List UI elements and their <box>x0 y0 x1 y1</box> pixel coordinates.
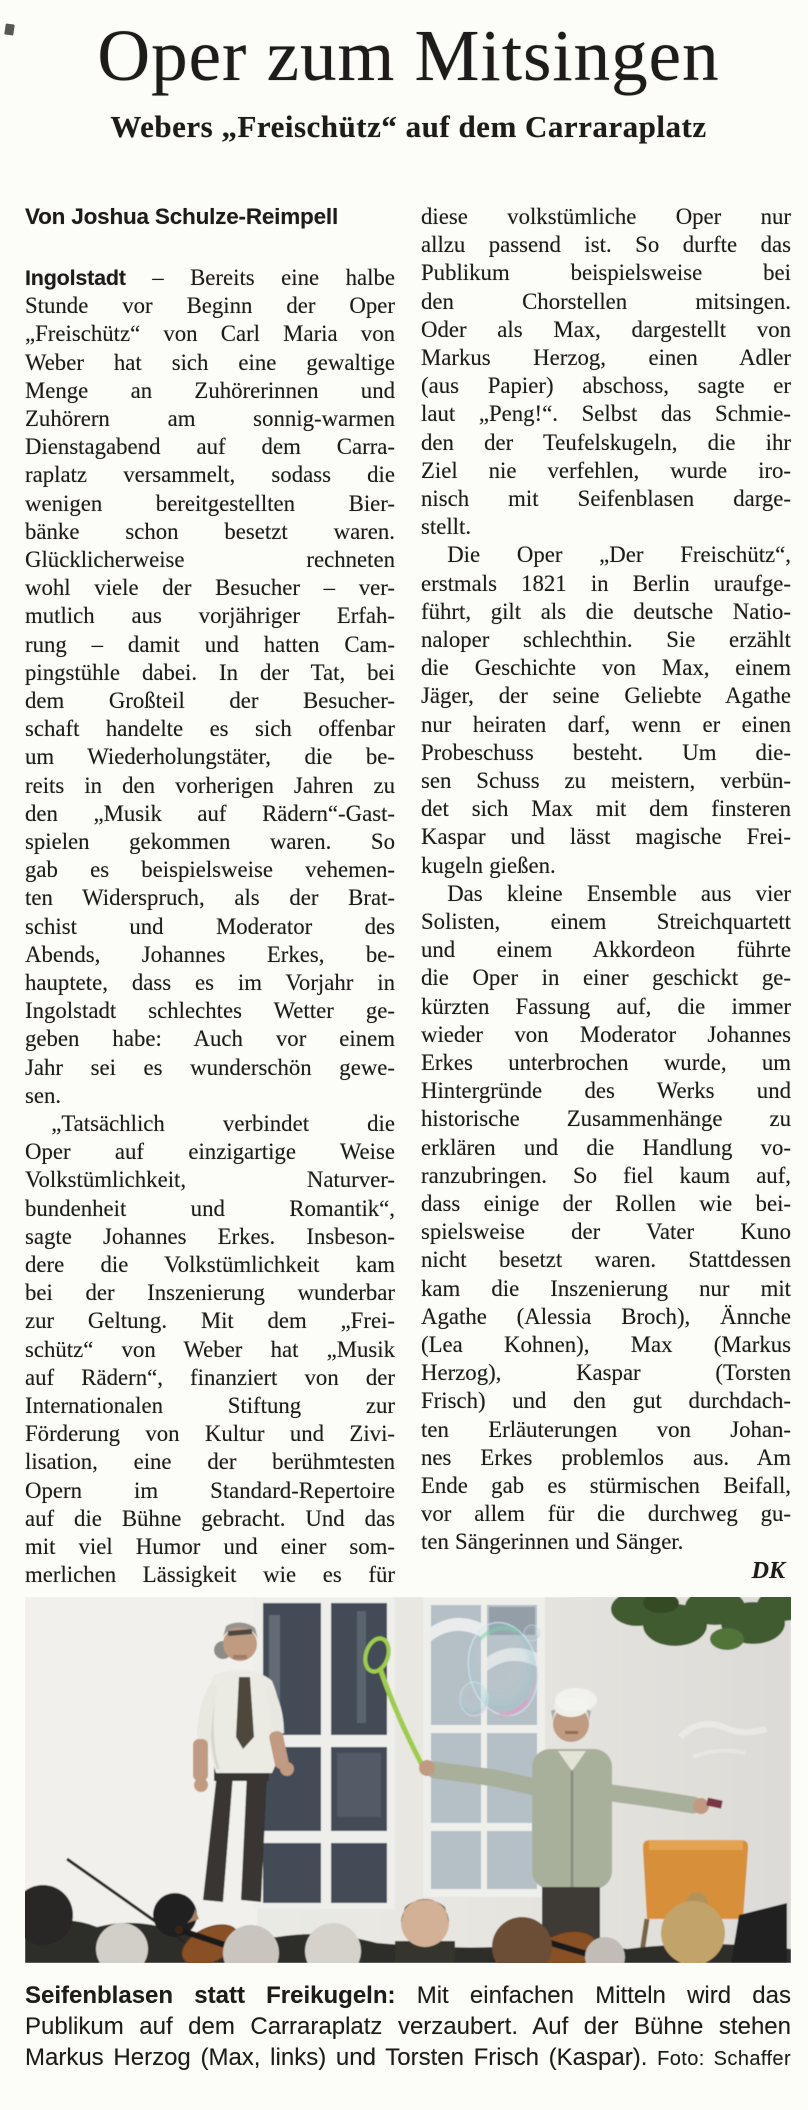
article-line: nicht besetzt waren. Stattdessen <box>421 1247 791 1273</box>
article-line: spielsweise der Vater Kuno <box>421 1219 791 1245</box>
article-line: wohl viele der Besucher – ver- <box>25 575 395 601</box>
article-line: ten Widerspruch, als der Brat- <box>25 885 395 911</box>
article-column-left <box>25 203 395 1590</box>
article-line: Publikum beispielsweise bei <box>421 260 791 286</box>
article-line: (Lea Kohnen), Max (Markus <box>421 1332 791 1358</box>
article-line: Zuhörern am sonnig-warmen <box>25 405 395 431</box>
article-page <box>0 15 808 2075</box>
article-line: allzu passend ist. So durfte das <box>421 232 791 258</box>
article-line: Volkstümlichkeit, Naturver- <box>25 1167 395 1193</box>
article-line: Oder als Max, dargestellt von <box>421 316 791 342</box>
article-line: kam die Inszenierung nur mit <box>421 1275 791 1301</box>
article-line: merlichen Lässigkeit wie es für <box>25 1562 395 1588</box>
article-line: um Wiederholungstäter, die be- <box>25 744 395 770</box>
photo-caption <box>25 1980 791 2075</box>
article-line: det sich Max mit dem finsteren <box>421 796 791 822</box>
article-line: raplatz versammelt, sodass die <box>25 462 395 488</box>
photo-credit: Foto: Schaffer <box>657 2048 792 2071</box>
article-line: den Chorstellen mitsingen. <box>421 288 791 314</box>
article-line: dass einige der Rollen wie bei- <box>421 1191 791 1217</box>
article-line: Das kleine Ensemble aus vier <box>447 880 791 906</box>
article-line: auf die Bühne gebracht. Und das <box>25 1505 395 1531</box>
article-line: Solisten, einem Streichquartett <box>421 908 791 934</box>
article-line: führt, gilt als die deutsche Natio- <box>421 598 791 624</box>
article-line: „Freischütz“ von Carl Maria von <box>25 321 395 347</box>
article-line: „Tatsächlich verbindet die <box>51 1111 395 1136</box>
article-line: Oper auf einzigartige Weise <box>25 1139 395 1165</box>
article-line: Jäger, der seine Geliebte Agathe <box>421 683 791 709</box>
article-line: Internationalen Stiftung zur <box>25 1393 395 1419</box>
article-line: Stunde vor Beginn der Oper <box>25 293 395 319</box>
article-line: nisch mit Seifenblasen darge- <box>421 485 791 511</box>
article-line: Abends, Johannes Erkes, be- <box>25 941 395 967</box>
article-line: diese volkstümliche Oper nur <box>421 203 791 229</box>
article-line: und einem Akkordeon führte <box>421 937 791 963</box>
stage-photo-graphic <box>25 1597 791 1963</box>
article-line: bundenheit und Romantik“, <box>25 1195 395 1221</box>
article-line: Ziel nie verfehlen, wurde iro- <box>421 457 791 483</box>
author-signature: DK <box>751 1557 785 1584</box>
article-line: reits in den vorherigen Jahren zu <box>25 772 395 798</box>
article-line: Glücklicherweise rechneten <box>25 546 395 572</box>
article-line: auf Rädern“, finanziert von der <box>25 1364 395 1390</box>
newspaper-page <box>0 15 808 2110</box>
article-line: laut „Peng!“. Selbst das Schmie- <box>421 401 791 427</box>
article-column-right <box>421 203 791 1590</box>
article-line: dere die Volkstümlichkeit kam <box>25 1252 395 1278</box>
article-line: nur heiraten darf, wenn er einen <box>421 711 791 737</box>
article-line: bänke schon besetzt waren. <box>25 518 395 544</box>
article-line: spielen gekommen waren. So <box>25 828 395 854</box>
article-line: wieder von Moderator Johannes <box>421 1021 791 1047</box>
article-line: mit viel Humor und einer som- <box>25 1534 395 1560</box>
byline: Von Joshua Schulze-Reimpell <box>25 203 338 229</box>
article-line: sagte Johannes Erkes. Insbeson- <box>25 1223 395 1249</box>
article-line: lisation, eine der berühmtesten <box>25 1449 395 1475</box>
article-line: erklären und die Handlung vo- <box>421 1134 791 1160</box>
article-line: nes Erkes problemlos aus. Am <box>421 1444 791 1470</box>
column-right-body <box>421 203 791 1557</box>
article-line: Kaspar und lässt magische Frei- <box>421 824 791 850</box>
article-line: Die Oper „Der Freischütz“, <box>447 542 791 568</box>
article-line: schaft handelte es sich offenbar <box>25 716 395 742</box>
article-line: schütz“ von Weber hat „Musik <box>25 1336 395 1362</box>
article-line: ten Erläuterungen von Johan- <box>421 1416 791 1442</box>
scan-artifact <box>4 23 14 35</box>
caption-line: Markus Herzog (Max, links) und Torsten Frisch (Kaspar). Foto: Schaffer <box>25 2044 792 2072</box>
article-title: Oper zum Mitsingen <box>97 15 720 96</box>
article-line: stellt. <box>421 514 472 540</box>
article-line: (aus Papier) abschoss, sagte er <box>421 373 791 399</box>
article-line: Frisch) und den gut durchdach- <box>421 1388 791 1414</box>
article-line: Ende gab es stürmischen Beifall, <box>421 1473 791 1499</box>
article-line: Probeschuss besteht. Um die- <box>421 739 791 765</box>
article-line: Erkes unterbrochen wurde, um <box>421 1050 791 1075</box>
article-line: den „Musik auf Rädern“-Gast- <box>25 800 395 826</box>
article-line: geben habe: Auch vor einem <box>25 1026 395 1052</box>
article-line: sen. <box>25 1082 62 1108</box>
article-line: Dienstagabend auf dem Carra- <box>25 434 395 460</box>
article-columns <box>25 203 792 1590</box>
article-line: die Geschichte von Max, einem <box>421 655 791 681</box>
article-line: den der Teufelskugeln, die ihr <box>421 429 791 455</box>
article-line: bei der Inszenierung wunderbar <box>25 1280 395 1306</box>
article-line: kürzten Fassung auf, die immer <box>421 993 791 1019</box>
article-line: schist und Moderator des <box>25 913 395 939</box>
article-line: ranzubringen. So fiel kaum auf, <box>421 1162 791 1188</box>
article-line: kugeln gießen. <box>421 852 556 878</box>
article-line: Jahr sei es wunderschön gewe- <box>25 1054 395 1080</box>
article-subtitle: Webers „Freischütz“ auf dem Carraraplatz <box>110 108 707 144</box>
article-line: pingstühle dabei. In der Tat, bei <box>25 659 395 685</box>
article-line: ten Sängerinnen und Sänger. <box>421 1529 684 1555</box>
caption-line: Publikum auf dem Carraraplatz verzaubert. Auf der Bühne stehen <box>25 2013 791 2041</box>
article-line: Herzog), Kaspar (Torsten <box>421 1360 791 1386</box>
article-line: Markus Herzog, einen Adler <box>421 344 791 370</box>
column-left-body <box>25 264 395 1590</box>
article-line: Agathe (Alessia Broch), Ännche <box>421 1303 791 1329</box>
article-line: historische Zusammenhänge zu <box>421 1106 791 1132</box>
article-line: Weber hat sich eine gewaltige <box>25 349 395 375</box>
article-line: vor allem für die durchweg gu- <box>421 1501 791 1527</box>
article-line: Förderung von Kultur und Zivi- <box>25 1421 395 1447</box>
article-line: hauptete, dass es im Vorjahr in <box>25 969 395 995</box>
caption-line: Seifenblasen statt Freikugeln: Mit einfachen Mitteln wird das <box>25 1982 791 2010</box>
article-photo <box>25 1597 791 1963</box>
article-line: gab es beispielsweise vehemen- <box>25 857 395 883</box>
article-line: Ingolstadt – Bereits eine halbe <box>25 264 395 290</box>
article-line: die Oper in einer geschickt ge- <box>421 965 791 991</box>
caption-lead-in: Seifenblasen statt Freikugeln: <box>25 1982 396 2010</box>
article-line: Hintergründe des Werks und <box>421 1078 791 1104</box>
article-line: Opern im Standard-Repertoire <box>25 1477 395 1503</box>
dateline-location: Ingolstadt <box>25 265 126 290</box>
article-line: mutlich aus vorjähriger Erfah- <box>25 603 395 629</box>
article-line: sen Schuss zu meistern, verbün- <box>421 767 791 793</box>
article-line: zur Geltung. Mit dem „Frei- <box>25 1308 395 1334</box>
article-line: dem Großteil der Besucher- <box>25 687 395 713</box>
article-line: Ingolstadt schlechtes Wetter ge- <box>25 998 395 1024</box>
article-line: naloper schlechthin. Sie erzählt <box>421 626 791 652</box>
article-line: Menge an Zuhörerinnen und <box>25 377 395 403</box>
article-line: wenigen bereitgestellten Bier- <box>25 490 395 516</box>
article-line: rung – damit und hatten Cam- <box>25 631 395 657</box>
article-line: erstmals 1821 in Berlin uraufge- <box>421 570 791 596</box>
